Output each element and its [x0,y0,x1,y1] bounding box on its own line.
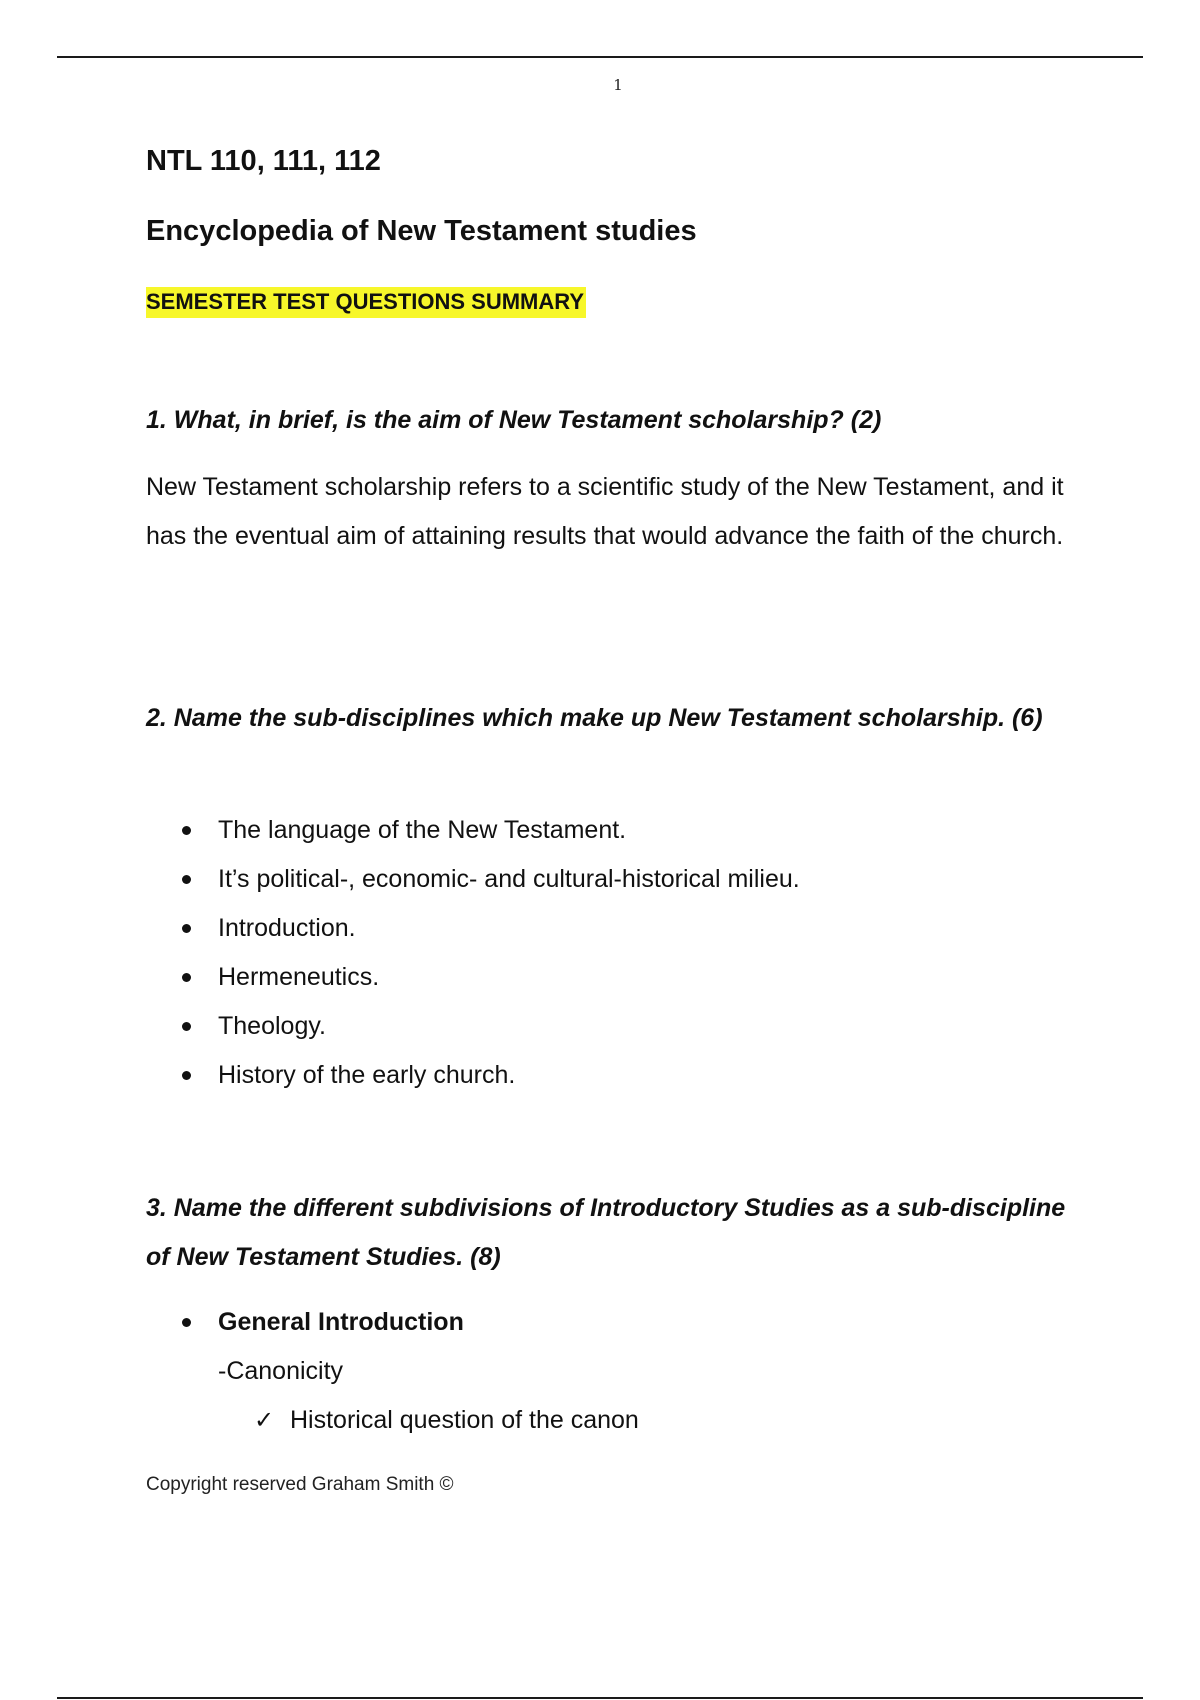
list-item: Introduction. [146,904,800,953]
list-item: History of the early church. [146,1051,800,1100]
bullet-dot-icon [182,924,191,933]
sub-item-canonicity: -Canonicity [218,1357,344,1385]
summary-label: SEMESTER TEST QUESTIONS SUMMARY [146,287,586,318]
answer-1: New Testament scholarship refers to a scientific study of the New Testament, and it has the eventual aim of attaining results that would advance the faith of the church. [146,473,1064,550]
footer-rule [57,1697,1143,1699]
subdivisions-list [146,1298,464,1347]
copyright-footer: Copyright reserved Graham Smith © [146,1474,454,1495]
question-2: 2. Name the sub-disciplines which make up New Testament scholarship. (6) [146,704,1043,732]
document-title: Encyclopedia of New Testament studies [146,215,697,247]
bullet-dot-icon [182,875,191,884]
list-item: Hermeneutics. [146,953,800,1002]
check-item: ✓ Historical question of the canon [254,1396,639,1445]
bullet-dot-icon [182,826,191,835]
checkmark-icon: ✓ [254,1406,275,1434]
list-item: General Introduction [146,1298,464,1347]
page-number: 1 [613,76,623,94]
list-item: Theology. [146,1002,800,1051]
question-3: 3. Name the different subdivisions of Introductory Studies as a sub-discipline of New Testament Studies. (8) [146,1194,1066,1271]
header-rule [57,56,1143,58]
bullet-dot-icon [182,1022,191,1031]
bullet-dot-icon [182,1318,191,1327]
bullet-dot-icon [182,973,191,982]
sub-disciplines-list [146,806,800,1100]
bullet-dot-icon [182,1071,191,1080]
course-code: NTL 110, 111, 112 [146,145,381,177]
list-item: It’s political-, economic- and cultural-historical milieu. [146,855,800,904]
question-1: 1. What, in brief, is the aim of New Testament scholarship? (2) [146,406,882,434]
list-item: The language of the New Testament. [146,806,800,855]
